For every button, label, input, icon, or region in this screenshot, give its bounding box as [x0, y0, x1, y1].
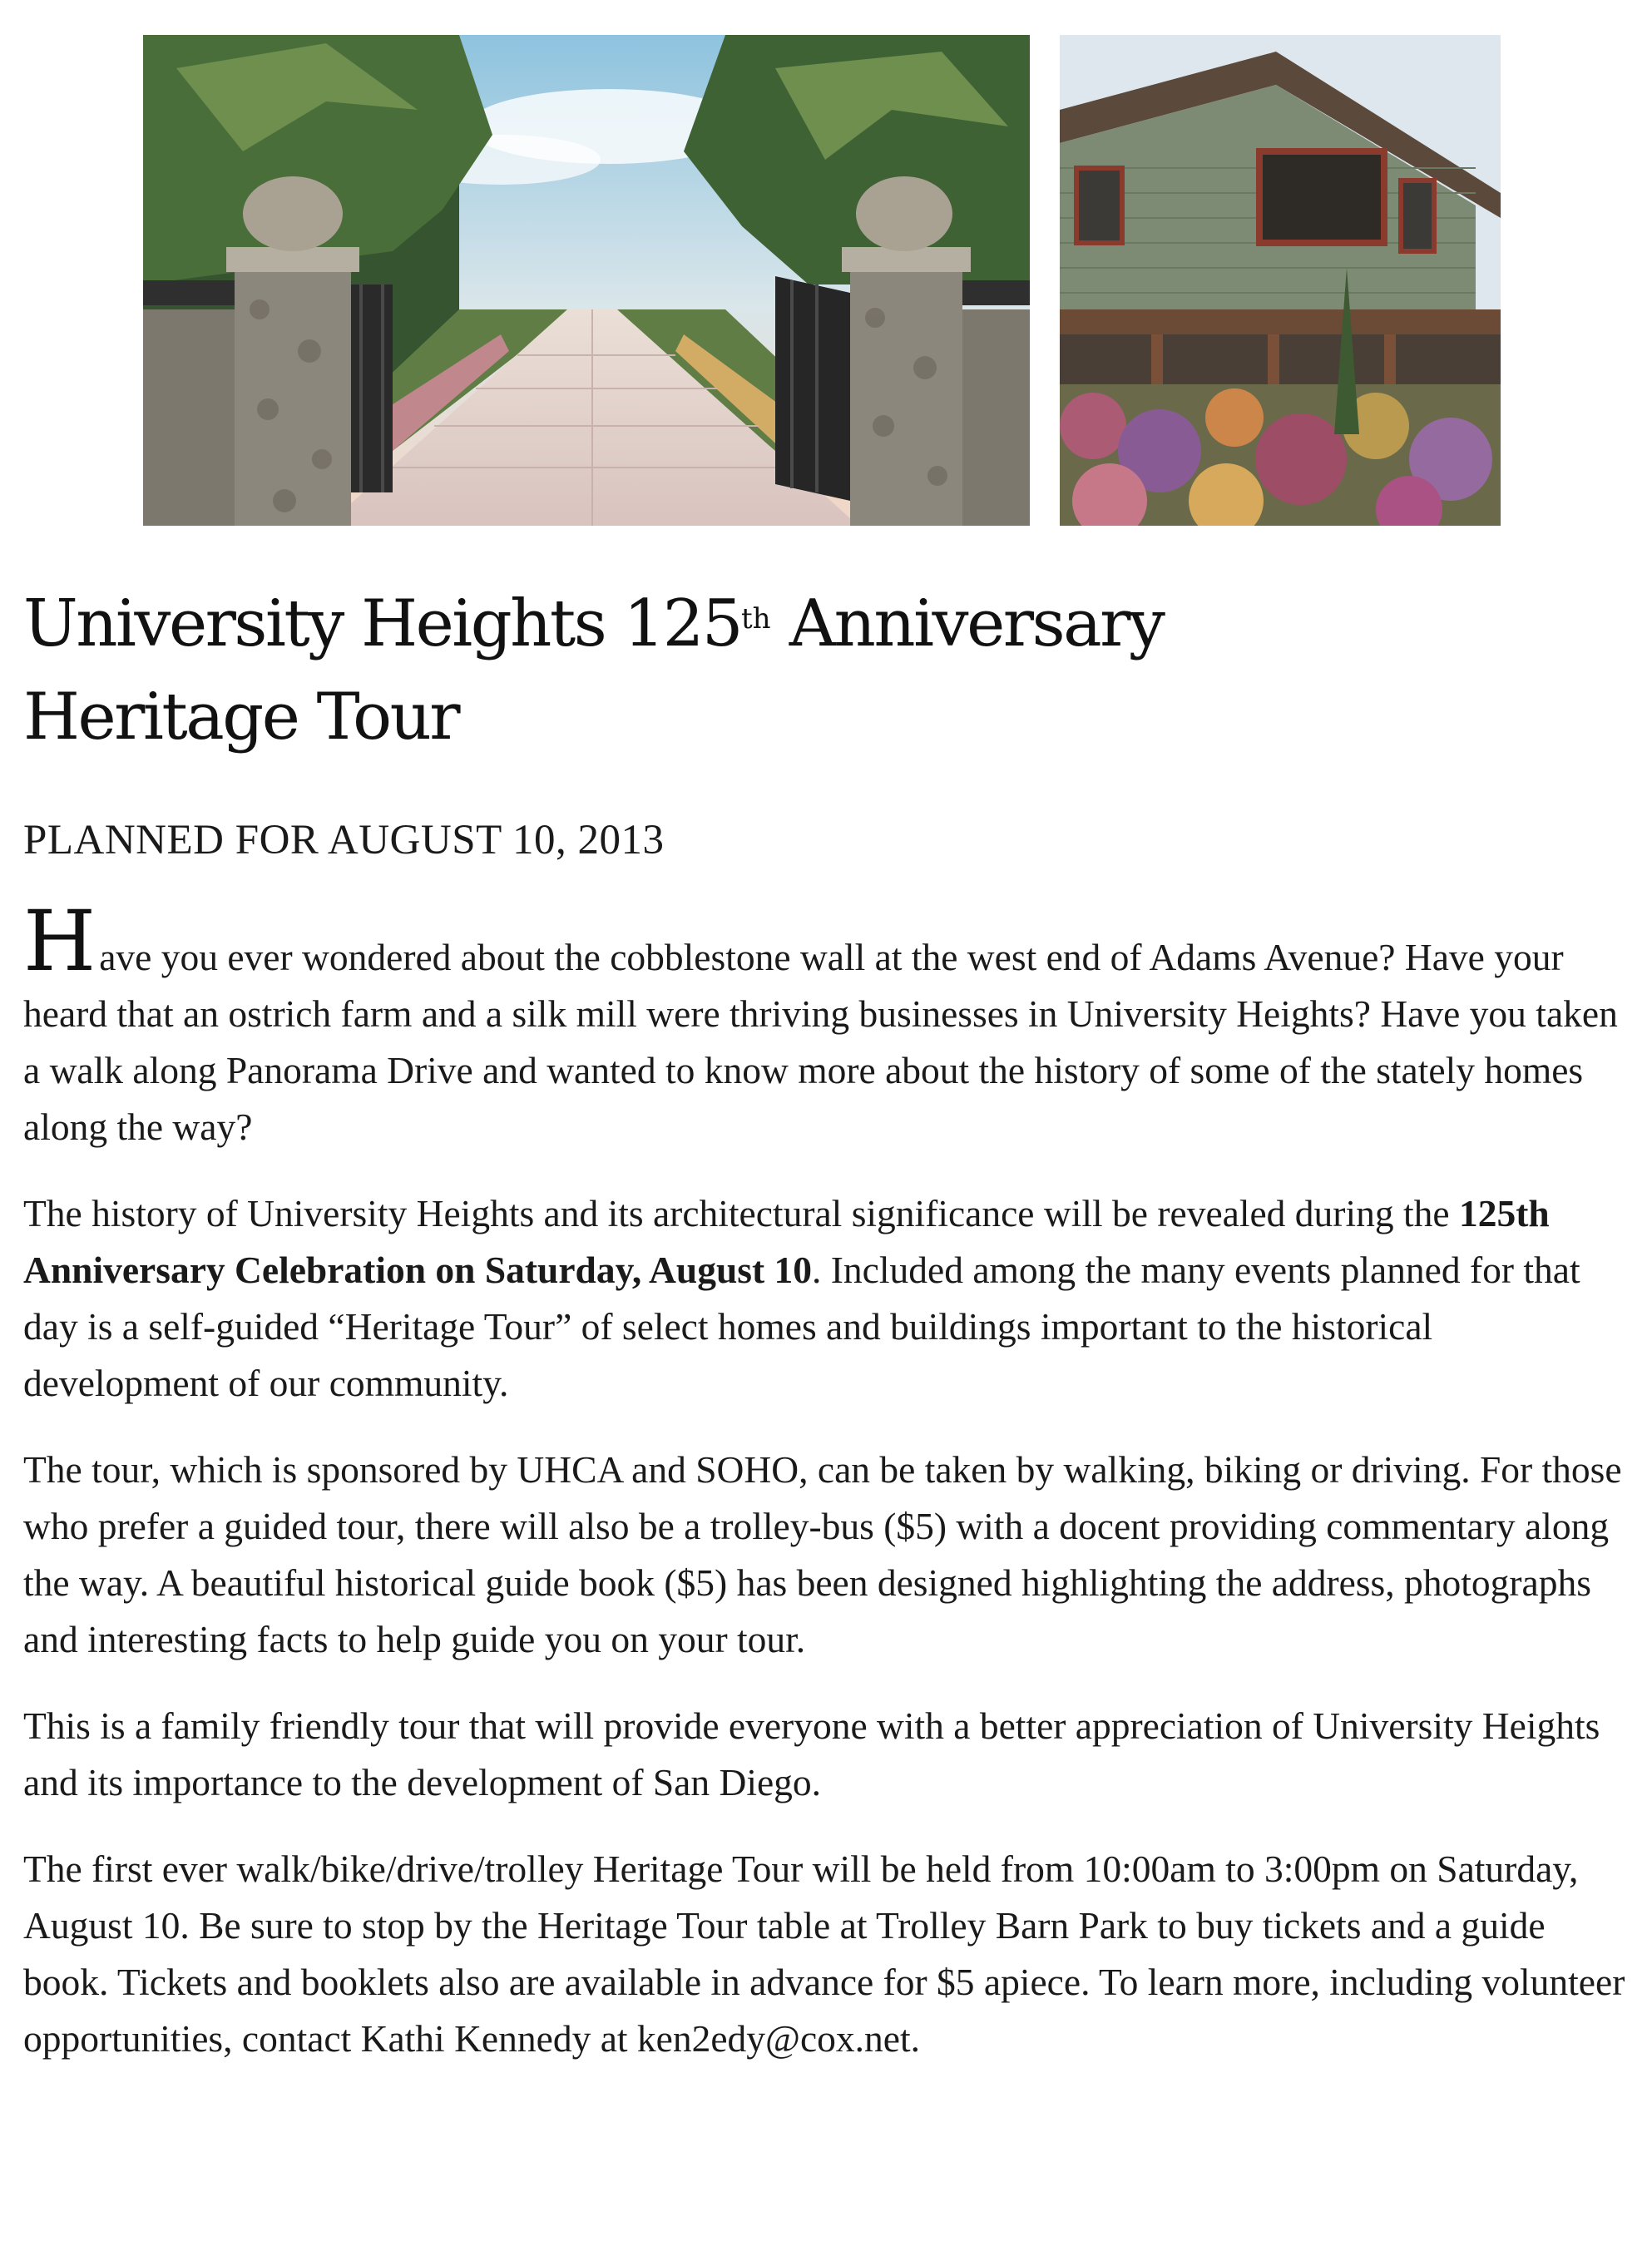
gate-photo-illustration: [143, 35, 1030, 526]
paragraph-history-tail: . Included among the many events planned for that day is a self-guided “Heritage Tour” of select homes and buildings important to the historical development of our community.: [23, 1249, 1580, 1404]
paragraph-schedule: The first ever walk/bike/drive/trolley Heritage Tour will be held from 10:00am to 3:00pm on Saturday, August 10. Be sure to stop by the Heritage Tour table at Trolley Barn Park to buy tickets and a guide book. Tickets and booklets also are available in advance for $5 apiece. To learn more, including volunteer opportunities, contact Kathi Kennedy at ken2edy@cox.net.: [23, 1848, 1625, 2060]
paragraph-history: [23, 1185, 1637, 1412]
house-photo-illustration: [1060, 35, 1501, 526]
paragraph-intro-text: ave you ever wondered about the cobblestone wall at the west end of Adams Avenue? Have your heard that an ostrich farm and a silk mill were thriving businesses in University Heights? Have you taken a walk along Panorama Drive and wanted to know more about the history of some of the stately homes along the way?: [23, 936, 1618, 1148]
subtitle-date: PLANNED FOR AUGUST 10, 2013: [23, 817, 665, 863]
article-body: [23, 893, 1637, 2097]
title-ordinal-suffix: th: [740, 602, 771, 636]
page-title: [23, 577, 1604, 764]
paragraph-history-lead: The history of University Heights and its architectural significance will be revealed during the: [23, 1192, 1459, 1234]
drop-cap: H: [23, 893, 96, 990]
paragraph-family: This is a family friendly tour that will provide everyone with a better appreciation of University Heights and its importance to the development of San Diego.: [23, 1704, 1600, 1803]
paragraph-tour-details: The tour, which is sponsored by UHCA and SOHO, can be taken by walking, biking or driving. For those who prefer a guided tour, there will also be a trolley-bus ($5) with a docent providing commentary along the way. A beautiful historical guide book ($5) has been designed highlighting the address, photographs and interesting facts to help guide you on your tour.: [23, 1448, 1622, 1660]
title-line1-main: University Heights 125: [23, 586, 741, 661]
gate-photo: [143, 35, 1030, 526]
title-line2: Heritage Tour: [23, 680, 459, 754]
paragraph-intro: [23, 893, 1637, 1155]
house-photo: [1060, 35, 1501, 526]
title-line1-tail: Anniversary: [770, 586, 1164, 661]
celebration-highlight: 125th Anniversary Celebration on Saturday, August 10: [23, 1192, 1550, 1291]
